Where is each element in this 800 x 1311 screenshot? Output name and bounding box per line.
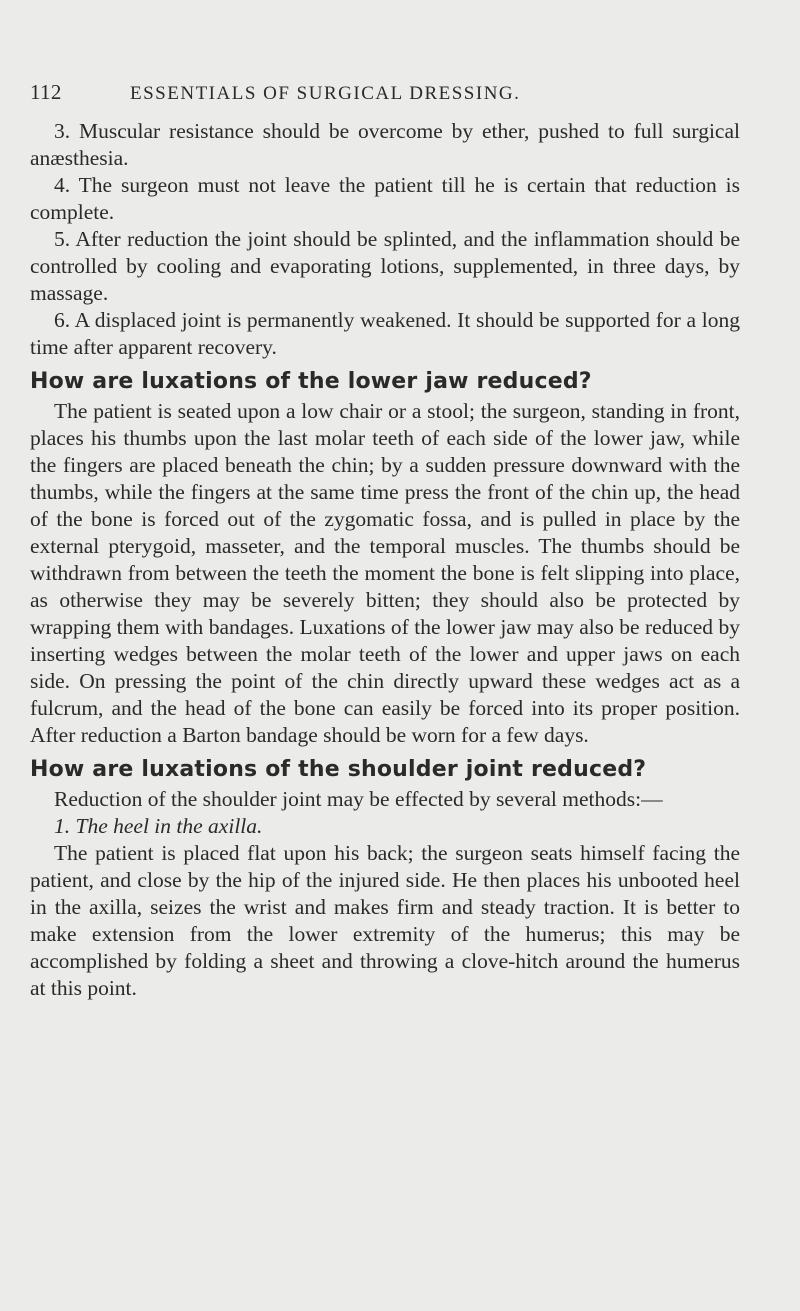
question-heading-jaw: How are luxations of the lower jaw reduced? [30, 369, 592, 394]
paragraph-item-4: 4. The surgeon must not leave the patient till he is certain that reduction is complete. [30, 173, 740, 224]
answer-paragraph-jaw: The patient is seated upon a low chair or a stool; the surgeon, standing in front, places his thumbs upon the last molar teeth of each side of the lower jaw, while the fingers are placed beneath the chin; by a sudden pressure downward with the thumbs, while the fingers at the same time press the front of the chin up, the head of the bone is forced out of the zygomatic fossa, and is pulled in place by the external pterygoid, masseter, and the temporal muscles. The thumbs should be withdrawn from between the teeth the moment the bone is felt slipping into place, as otherwise they may be severely bitten; they should also be protected by wrapping them with bandages. Luxations of the lower jaw may also be reduced by inserting wedges between the molar teeth of the lower and upper jaws on each side. On pressing the point of the chin directly upward these wedges act as a fulcrum, and the head of the bone can easily be forced into its proper position. After reduction a Barton bandage should be worn for a few days. [30, 399, 740, 747]
page-number: 112 [30, 80, 62, 104]
method-heading: 1. The heel in the axilla. [54, 814, 263, 838]
running-title: ESSENTIALS OF SURGICAL DRESSING. [130, 83, 521, 104]
method-paragraph: The patient is placed flat upon his back; the surgeon seats himself facing the patient, and close by the hip of the injured side. He then places his unbooted heel in the axilla, seizes the wrist and makes firm and steady traction. It is better to make extension from the lower extremity of the humerus; this may be accomplished by folding a sheet and throwing a clove-hitch around the humerus at this point. [30, 841, 740, 1000]
paragraph-item-6: 6. A displaced joint is permanently weakened. It should be supported for a long time after apparent recovery. [30, 308, 740, 359]
answer-paragraph-shoulder: Reduction of the shoulder joint may be effected by several methods:— [54, 787, 663, 811]
paragraph-item-3: 3. Muscular resistance should be overcome by ether, pushed to full surgical anæsthesia. [30, 119, 740, 170]
question-heading-shoulder: How are luxations of the shoulder joint reduced? [30, 757, 647, 782]
paragraph-item-5: 5. After reduction the joint should be splinted, and the inflammation should be controlled by cooling and evaporating lotions, supplemented, in three days, by massage. [30, 227, 740, 305]
running-head [30, 80, 730, 105]
page-body [30, 118, 740, 1002]
